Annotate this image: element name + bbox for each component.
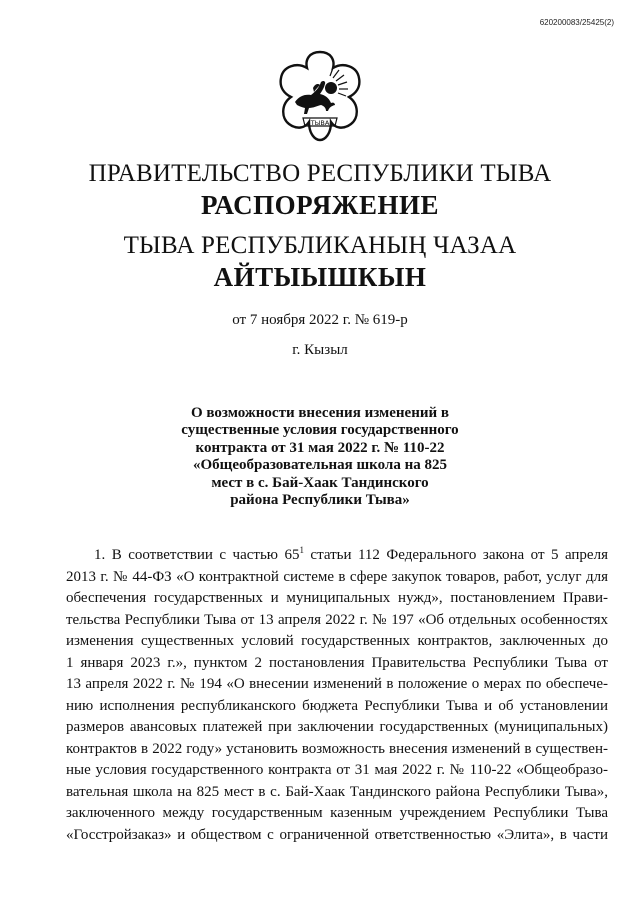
body-line: вательная школа на 825 мест в с. Бай-Хаак Тандинского района Республики Тыва», (66, 783, 608, 800)
document-type-tyvan: АЙТЫЫШКЫН (213, 262, 427, 292)
body-line: ные условия государственного контракта от 31 мая 2022 г. № 110-22 «Общеобразо- (66, 762, 608, 778)
body-line: размеров авансовых платежей при заключении государственных (муниципальных) (66, 719, 608, 735)
subject-line: О возможности внесения изменений в (191, 405, 449, 421)
government-title-tyvan: ТЫВА РЕСПУБЛИКАНЫҢ ЧАЗАА (123, 232, 517, 259)
body-line: 1 января 2023 г.», пунктом 2 постановления Правительства Республики Тыва от (66, 654, 608, 671)
tuva-coat-of-arms-icon (273, 48, 367, 144)
body-line: изменения существенных условий государственных контрактов, заключенных до (66, 633, 608, 649)
document-id: 620200083/25425(2) (539, 18, 614, 27)
body-line: «Госстройзаказ» и обществом с ограниченной ответственностью «Элита», в части (66, 826, 608, 843)
document-type: РАСПОРЯЖЕНИЕ (200, 190, 440, 220)
body-line: 13 апреля 2022 г. № 194 «О внесении изменений в положение о мерах по обеспече- (66, 676, 608, 692)
subject-line: мест в с. Бай-Хаак Тандинского (211, 474, 429, 491)
subject-line: района Республики Тыва» (230, 492, 410, 509)
body-line: контрактов в 2022 году» установить возможность внесения изменений в существен- (66, 740, 608, 757)
body-line: обеспечения государственных и муниципальных нужд», постановлением Прави- (66, 590, 608, 606)
body-line: нию исполнения республиканского бюджета Республики Тыва и об установлении (66, 697, 608, 714)
document-date-number: от 7 ноября 2022 г. № 619-р (232, 312, 408, 328)
body-line: 2013 г. № 44-ФЗ «О контрактной системе в сфере закупок товаров, работ, услуг для (66, 568, 608, 585)
subject-line: контракта от 31 мая 2022 г. № 110-22 (195, 439, 445, 456)
body-line: 1. В соответствии с частью $65^1$ статьи 112 Федерального закона от 5 апреля (94, 545, 608, 563)
document-body (66, 545, 608, 846)
government-title: ПРАВИТЕЛЬСТВО РЕСПУБЛИКИ ТЫВА (88, 160, 552, 187)
subject-line: существенные условия государственного (181, 422, 459, 439)
footnote-superscript: 1 (299, 545, 304, 555)
body-line: тельства Республики Тыва от 13 апреля 2022 г. № 197 «Об отдельных особенностях (66, 611, 608, 628)
document-city: г. Кызыл (292, 342, 348, 358)
document-subject (0, 405, 640, 509)
emblem-inscription: ТЫВА (310, 119, 330, 127)
subject-line: «Общеобразовательная школа на 825 (193, 457, 447, 474)
body-line: заключенного между государственным казенным учреждением Республики Тыва (66, 805, 608, 821)
